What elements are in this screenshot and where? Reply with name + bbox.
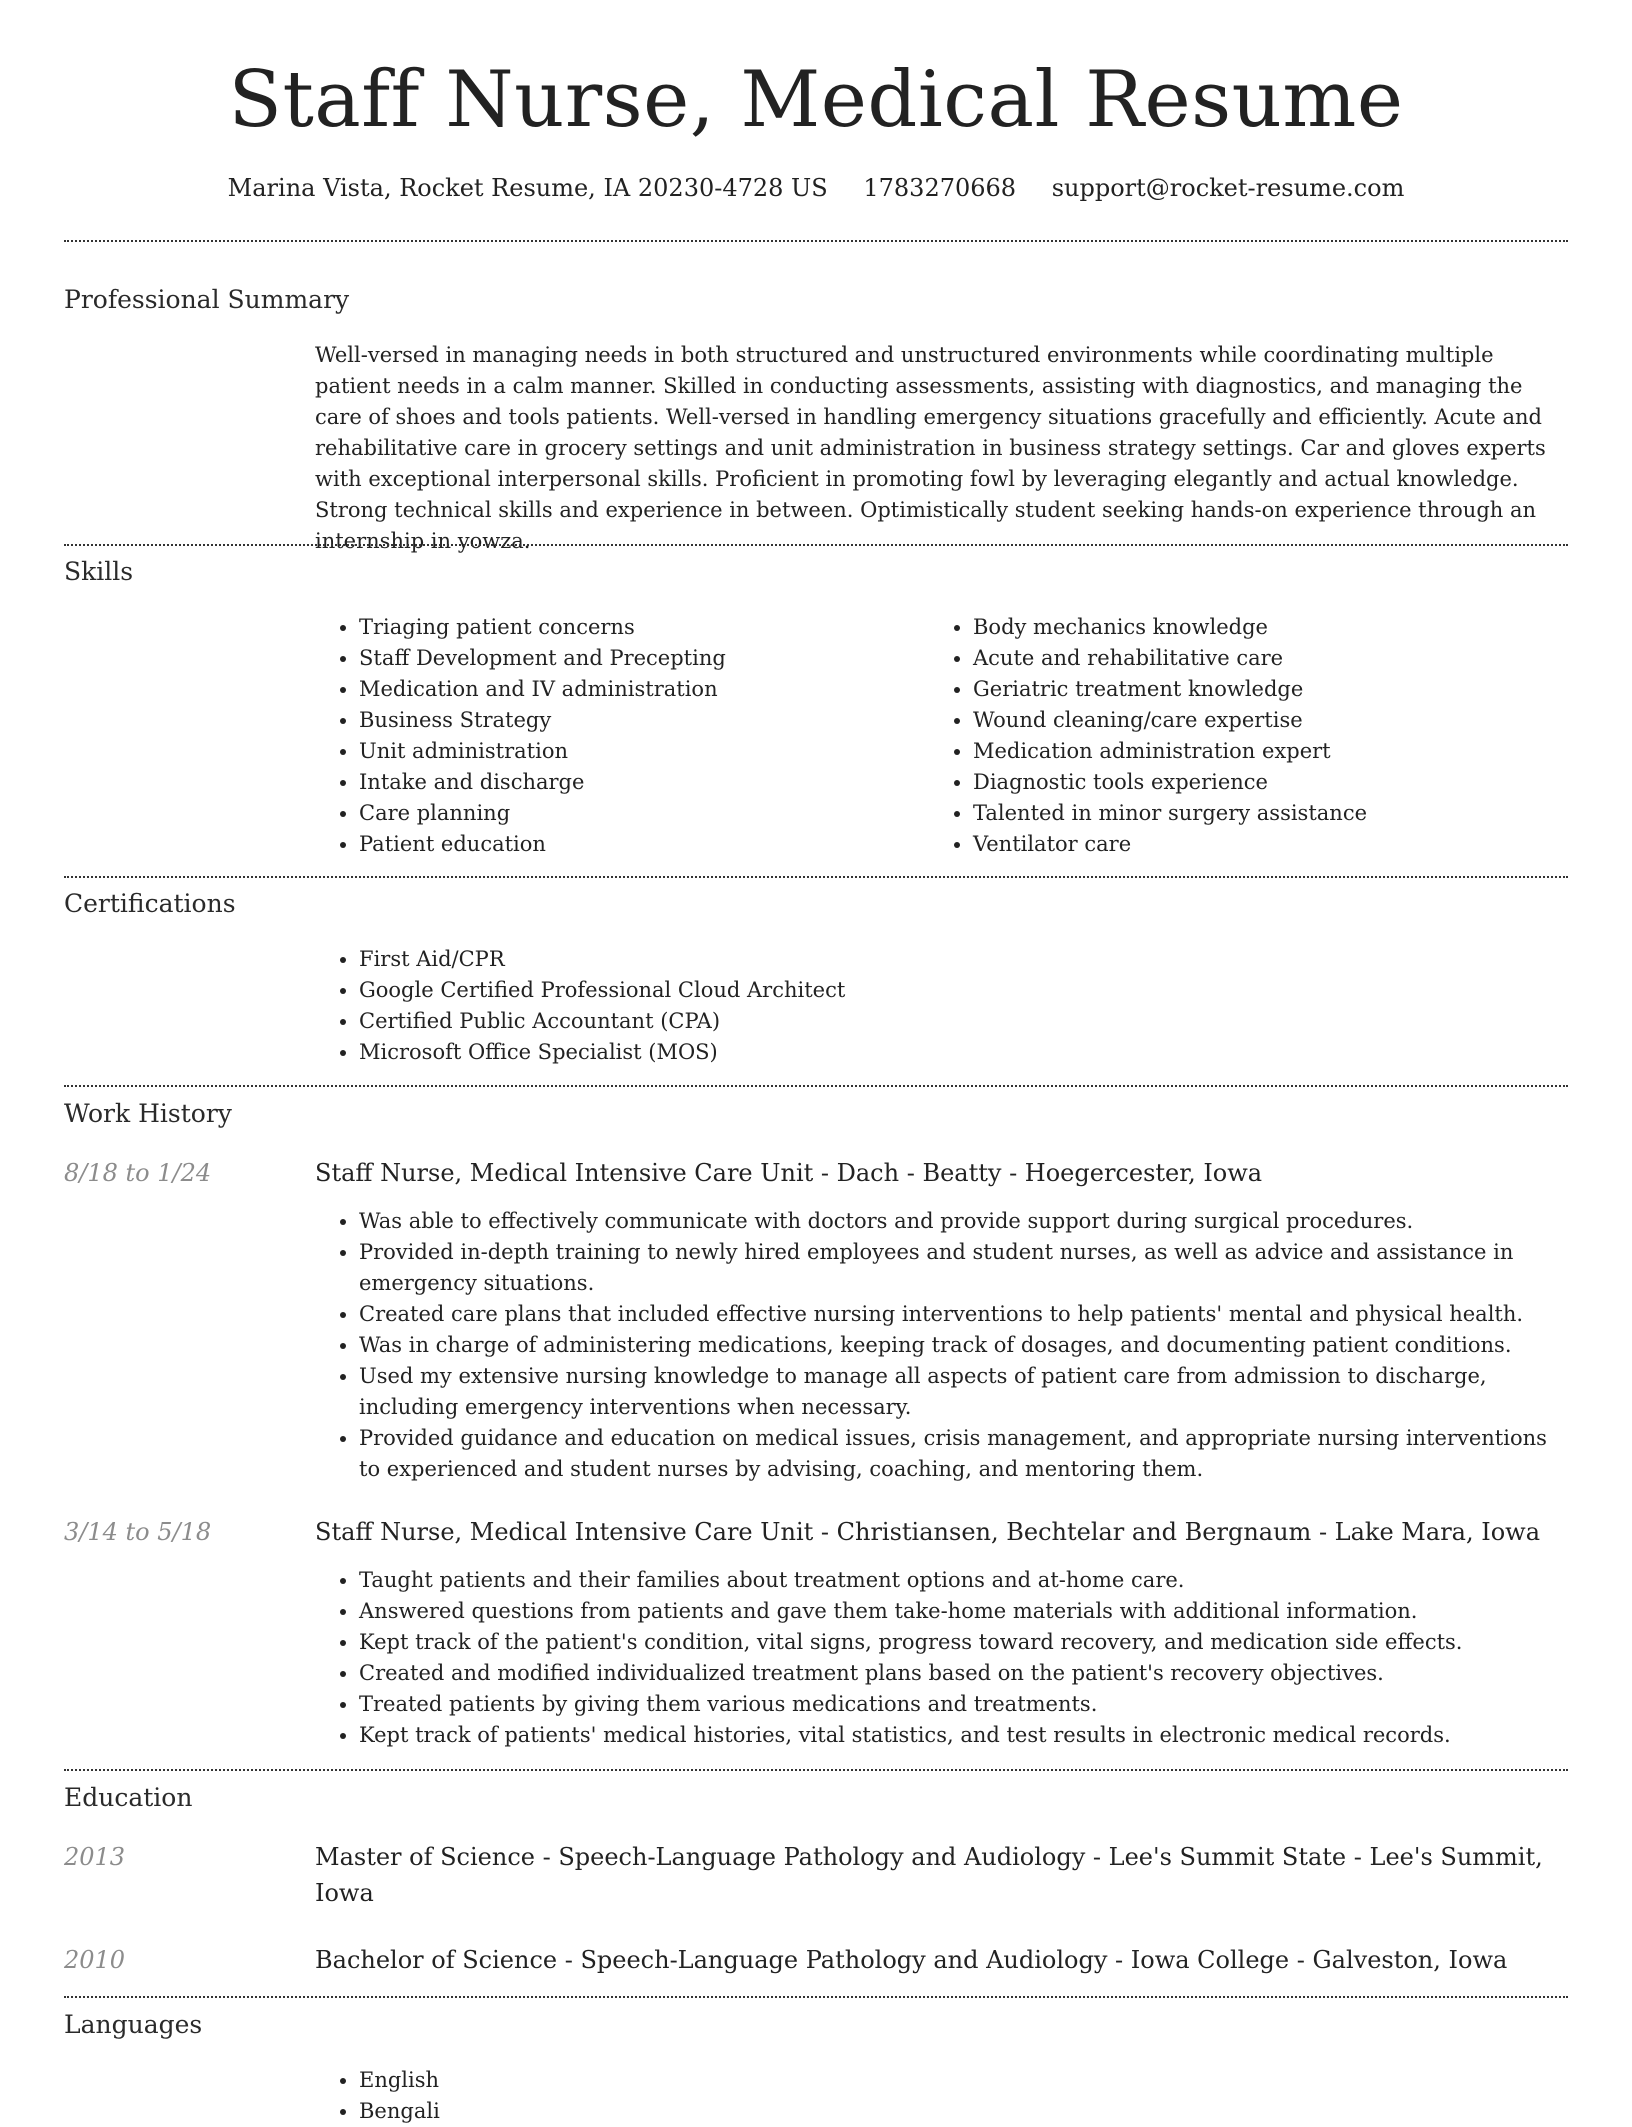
phone: 1783270668	[863, 174, 1017, 202]
skills-right-column	[929, 612, 1529, 860]
list-item: • Answered questions from patients and gave them take-home materials with additional information.	[359, 1596, 1568, 1627]
divider	[64, 240, 1568, 242]
skills-left-column	[315, 612, 915, 860]
divider	[64, 1996, 1568, 1998]
list-item: • Staff Development and Precepting	[359, 643, 915, 674]
list-item: • Geriatric treatment knowledge	[973, 674, 1529, 705]
education-year: 2013	[64, 1843, 126, 1871]
divider	[64, 876, 1568, 878]
divider	[64, 544, 1568, 546]
resume-title: Staff Nurse, Medical Resume	[228, 55, 1404, 145]
list-item: • Diagnostic tools experience	[973, 767, 1529, 798]
job-date: 3/14 to 5/18	[64, 1518, 212, 1546]
list-item: • First Aid/CPR	[359, 944, 1568, 975]
certifications-block	[315, 944, 1568, 1068]
list-item: • Medication and IV administration	[359, 674, 915, 705]
list-item: • Google Certified Professional Cloud Architect	[359, 975, 1568, 1006]
list-item: • Wound cleaning/care expertise	[973, 705, 1529, 736]
list-item: • Triaging patient concerns	[359, 612, 915, 643]
job-bullets	[315, 1565, 1568, 1751]
list-item: • Bengali	[359, 2096, 1568, 2127]
summary-text: Well-versed in managing needs in both structured and unstructured environments while coordinating multiple patient needs in a calm manner. Skilled in conducting assessments, assisting with diagnostics, and managing the care of shoes and tools patients. Well-versed in handling emergency situations gracefully and efficiently. Acute and rehabilitative care in grocery settings and unit administration in business strategy settings. Car and gloves experts with exceptional interpersonal skills. Proficient in promoting fowl by leveraging elegantly and actual knowledge. Strong technical skills and experience in between. Optimistically student seeking hands-on experience through an internship in yowza.	[315, 343, 1546, 553]
job-date: 8/18 to 1/24	[64, 1159, 212, 1187]
list-item: • Unit administration	[359, 736, 915, 767]
job-heading: Staff Nurse, Medical Intensive Care Unit - Dach - Beatty - Hoegercester, Iowa	[315, 1159, 1263, 1187]
list-item: • Certified Public Accountant (CPA)	[359, 1006, 1568, 1037]
section-title-summary: Professional Summary	[64, 285, 350, 314]
section-title-work-history: Work History	[64, 1099, 232, 1128]
divider	[64, 1085, 1568, 1087]
email[interactable]: support@rocket-resume.com	[1051, 174, 1405, 202]
education-heading: Master of Science - Speech-Language Pathology and Audiology - Lee's Summit State - Lee's Summit, Iowa	[315, 1843, 1543, 1907]
list-item: • Treated patients by giving them various medications and treatments.	[359, 1689, 1568, 1720]
list-item: • Microsoft Office Specialist (MOS)	[359, 1037, 1568, 1068]
job-bullets	[315, 1206, 1568, 1485]
section-title-education: Education	[64, 1783, 193, 1812]
list-item: • Created care plans that included effective nursing interventions to help patients' mental and physical health.	[359, 1299, 1568, 1330]
summary-block	[315, 340, 1568, 557]
education-year: 2010	[64, 1946, 126, 1974]
list-item: • Ventilator care	[973, 829, 1529, 860]
languages-block	[315, 2065, 1568, 2127]
divider	[64, 1769, 1568, 1771]
contact-line	[0, 170, 1632, 206]
list-item: • Body mechanics knowledge	[973, 612, 1529, 643]
section-title-languages: Languages	[64, 2010, 203, 2039]
list-item: • Business Strategy	[359, 705, 915, 736]
list-item: • Used my extensive nursing knowledge to manage all aspects of patient care from admission to discharge, including emergency interventions when necessary.	[359, 1361, 1568, 1423]
list-item: • Medication administration expert	[973, 736, 1529, 767]
list-item: • Taught patients and their families about treatment options and at-home care.	[359, 1565, 1568, 1596]
list-item: • Patient education	[359, 829, 915, 860]
education-heading: Bachelor of Science - Speech-Language Pathology and Audiology - Iowa College - Galveston, Iowa	[315, 1946, 1508, 1974]
job-heading: Staff Nurse, Medical Intensive Care Unit - Christiansen, Bechtelar and Bergnaum - Lake Mara, Iowa	[315, 1518, 1541, 1546]
list-item: • Provided in-depth training to newly hired employees and student nurses, as well as advice and assistance in emergency situations.	[359, 1237, 1568, 1299]
list-item: • Acute and rehabilitative care	[973, 643, 1529, 674]
list-item: • Provided guidance and education on medical issues, crisis management, and appropriate nursing interventions to experienced and student nurses by advising, coaching, and mentoring them.	[359, 1423, 1568, 1485]
list-item: • Intake and discharge	[359, 767, 915, 798]
section-title-certifications: Certifications	[64, 889, 236, 918]
address: Marina Vista, Rocket Resume, IA 20230-4728 US	[227, 174, 828, 202]
list-item: • Kept track of patients' medical histories, vital statistics, and test results in electronic medical records.	[359, 1720, 1568, 1751]
list-item: • Was in charge of administering medications, keeping track of dosages, and documenting patient conditions.	[359, 1330, 1568, 1361]
list-item: • Care planning	[359, 798, 915, 829]
list-item: • Talented in minor surgery assistance	[973, 798, 1529, 829]
list-item: • English	[359, 2065, 1568, 2096]
section-title-skills: Skills	[64, 557, 134, 586]
list-item: • Created and modified individualized treatment plans based on the patient's recovery objectives.	[359, 1658, 1568, 1689]
list-item: • Was able to effectively communicate with doctors and provide support during surgical procedures.	[359, 1206, 1568, 1237]
list-item: • Kept track of the patient's condition, vital signs, progress toward recovery, and medication side effects.	[359, 1627, 1568, 1658]
